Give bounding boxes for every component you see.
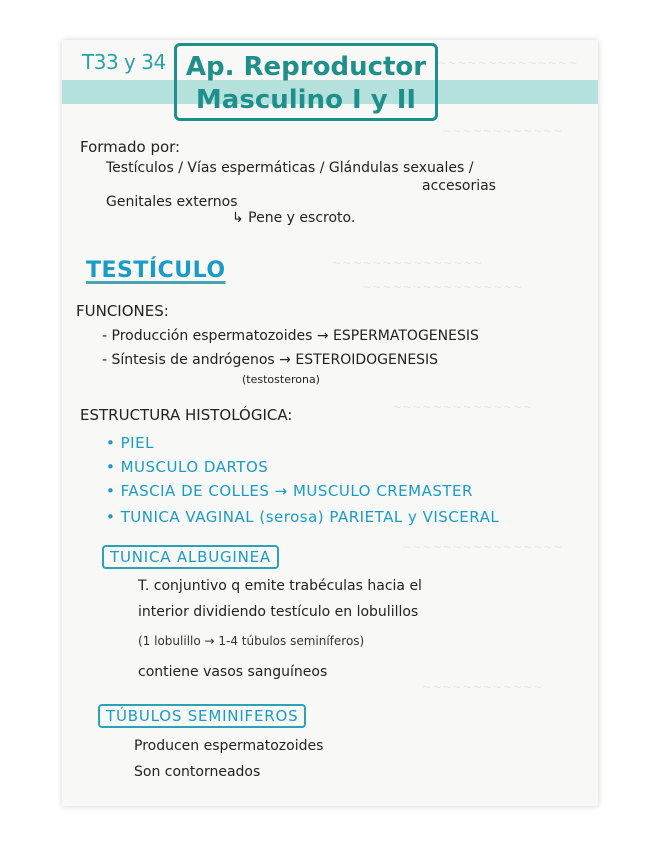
albuginea-label: TUNICA ALBUGINEA — [102, 545, 279, 569]
tubulos-label: TÚBULOS SEMINIFEROS — [98, 704, 306, 728]
bleed-through-text: ~~~~~~~~~~~~~~~~ — [402, 540, 563, 554]
intro-line-2: Genitales externos — [106, 194, 238, 210]
title-line-2: Masculino I y II — [195, 85, 417, 115]
note-page — [62, 40, 598, 806]
albuginea-line: (1 lobulillo → 1-4 túbulos seminíferos) — [138, 634, 365, 648]
albuginea-line: T. conjuntivo q emite trabéculas hacia el — [138, 578, 422, 594]
albuginea-line: interior dividiendo testículo en lobulillos — [138, 604, 419, 620]
bleed-through-text: ~~~~~~~~~~~~ — [442, 124, 563, 138]
page-title — [174, 43, 438, 121]
intro-line-1: Testículos / Vías espermáticas / Glándulas sexuales / — [106, 160, 474, 176]
capa-item: • PIEL — [106, 434, 154, 452]
bleed-through-text: ~~~~~~~~~~~~~~ — [392, 400, 533, 414]
bleed-through-text: ~~~~~~~~~~~~~~ — [437, 56, 578, 70]
intro-line-3: ↳ Pene y escroto. — [232, 210, 356, 226]
funcion-item: - Producción espermatozoides → ESPERMATOGENESIS — [102, 328, 479, 344]
funcion-item: - Síntesis de andrógenos → ESTEROIDOGENESIS — [102, 352, 439, 368]
capa-item: • FASCIA DE COLLES → MUSCULO CREMASTER — [106, 482, 473, 500]
bleed-through-text: ~~~~~~~~~~~~ — [422, 680, 543, 694]
bleed-through-text: ~~~~~~~~~~~~~~~ — [332, 256, 483, 270]
estructura-label: ESTRUCTURA HISTOLÓGICA: — [80, 406, 293, 424]
section-heading-testiculo: TESTÍCULO — [86, 258, 226, 283]
capa-item: • TUNICA VAGINAL (serosa) PARIETAL y VISCERAL — [106, 508, 500, 526]
bleed-through-text: ~~~~~~~~~~~~~~~~ — [362, 280, 523, 294]
albuginea-line: contiene vasos sanguíneos — [138, 664, 328, 680]
intro-accesorias: accesorias — [422, 178, 496, 194]
title-line-1: Ap. Reproductor — [185, 52, 427, 82]
topic-number: T33 y 34 — [82, 50, 166, 74]
funciones-label: FUNCIONES: — [76, 302, 169, 320]
tubulos-line: Son contorneados — [134, 764, 261, 780]
funcion-note: (testosterona) — [242, 373, 320, 386]
tubulos-line: Producen espermatozoides — [134, 738, 324, 754]
formado-por-label: Formado por: — [80, 138, 181, 156]
capa-item: • MUSCULO DARTOS — [106, 458, 269, 476]
